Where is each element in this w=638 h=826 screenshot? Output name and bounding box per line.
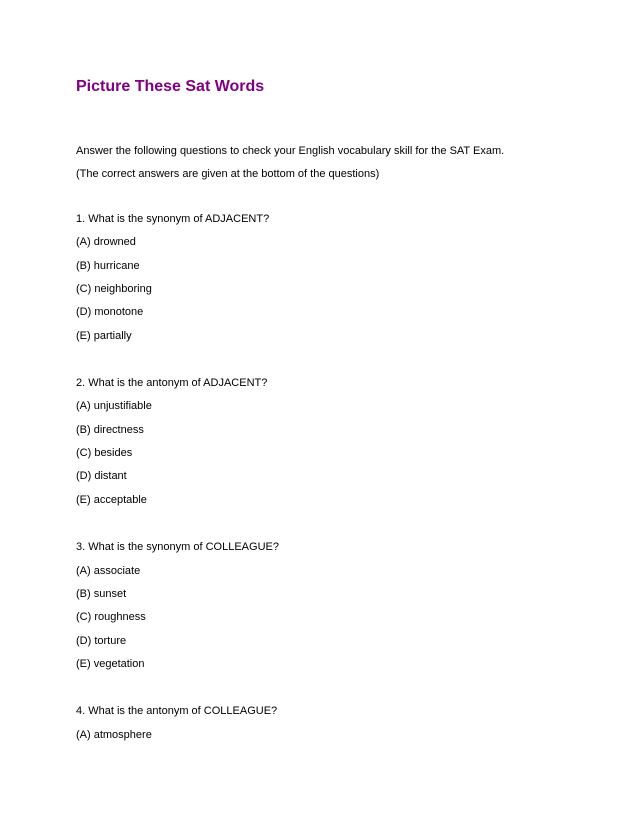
question-3-option-e: (E) vegetation xyxy=(76,658,145,670)
question-2-option-c: (C) besides xyxy=(76,447,133,459)
question-2-option-e: (E) acceptable xyxy=(76,494,147,506)
intro-text: Answer the following questions to check your English vocabulary skill for the SAT Exam. xyxy=(76,145,505,157)
question-1: 1. What is the synonym of ADJACENT? xyxy=(76,213,270,225)
question-3-option-d: (D) torture xyxy=(76,635,127,647)
question-3-option-a: (A) associate xyxy=(76,565,141,577)
answer-note: (The correct answers are given at the bottom of the questions) xyxy=(76,168,380,180)
question-1-option-b: (B) hurricane xyxy=(76,260,140,272)
question-3-option-b: (B) sunset xyxy=(76,588,127,600)
question-1-option-d: (D) monotone xyxy=(76,306,144,318)
question-1-option-e: (E) partially xyxy=(76,330,132,342)
question-3: 3. What is the synonym of COLLEAGUE? xyxy=(76,541,279,553)
question-2-option-b: (B) directness xyxy=(76,424,144,436)
question-1-option-a: (A) drowned xyxy=(76,236,136,248)
page-title: Picture These Sat Words xyxy=(76,78,265,95)
question-2-option-a: (A) unjustifiable xyxy=(76,400,152,412)
question-1-option-c: (C) neighboring xyxy=(76,283,152,295)
question-2-option-d: (D) distant xyxy=(76,470,127,482)
question-3-option-c: (C) roughness xyxy=(76,611,146,623)
question-4: 4. What is the antonym of COLLEAGUE? xyxy=(76,705,278,717)
question-4-option-a: (A) atmosphere xyxy=(76,729,152,741)
question-2: 2. What is the antonym of ADJACENT? xyxy=(76,377,268,389)
